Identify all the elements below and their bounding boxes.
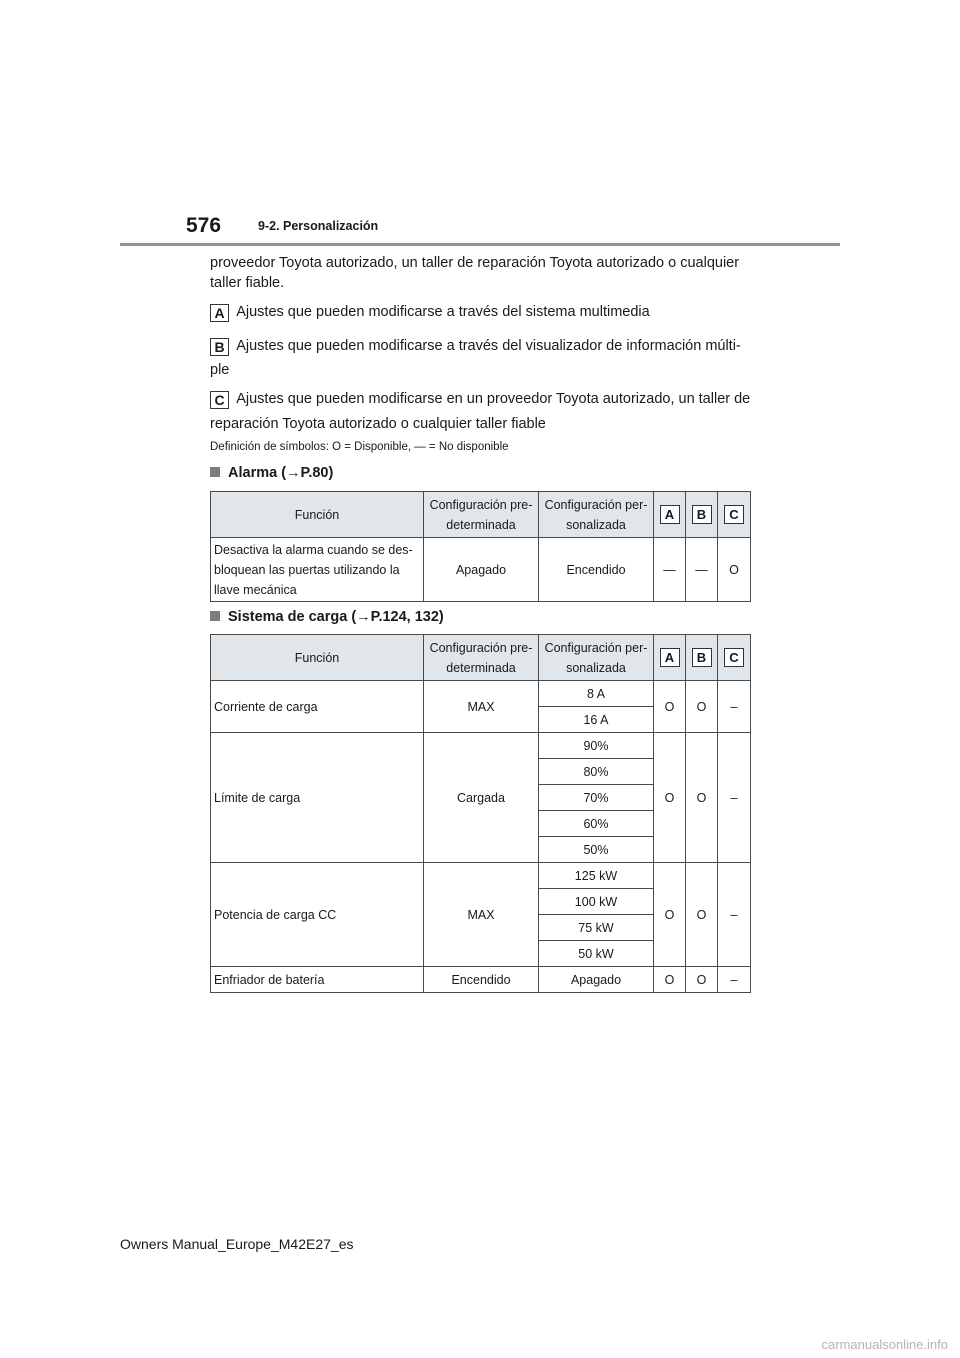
cell-c: – bbox=[718, 733, 751, 863]
cell-option: Apagado bbox=[539, 967, 654, 993]
cell-c: – bbox=[718, 967, 751, 993]
intro-line-1: proveedor Toyota autorizado, un taller de reparación Toyota autorizado o cualquier bbox=[210, 255, 740, 271]
cell-b: O bbox=[686, 733, 718, 863]
cell-option: 90% bbox=[539, 733, 654, 759]
cell-option: 16 A bbox=[539, 707, 654, 733]
cell-function bbox=[211, 538, 424, 602]
header-default-l2: determinada bbox=[446, 517, 516, 532]
cell-b: — bbox=[686, 538, 718, 602]
table-row bbox=[211, 538, 751, 602]
square-bullet-icon bbox=[210, 467, 220, 477]
cell-option: 50% bbox=[539, 837, 654, 863]
cell-c: – bbox=[718, 681, 751, 733]
charging-table-body bbox=[211, 681, 751, 993]
alarm-heading bbox=[210, 465, 333, 481]
header-default-l1: Configuración pre- bbox=[429, 640, 533, 655]
footer-manual-id: Owners Manual_Europe_M42E27_es bbox=[120, 1236, 354, 1252]
header-custom-l1: Configuración per- bbox=[544, 497, 648, 512]
header-function: Función bbox=[211, 492, 424, 538]
cell-a: O bbox=[654, 733, 686, 863]
badge-b-icon: B bbox=[692, 505, 712, 524]
header-custom bbox=[539, 635, 654, 681]
cell-b: O bbox=[686, 863, 718, 967]
charging-heading bbox=[210, 609, 444, 625]
section-title: 9-2. Personalización bbox=[258, 219, 379, 233]
header-a bbox=[654, 492, 686, 538]
cell-option: 100 kW bbox=[539, 889, 654, 915]
cell-a: O bbox=[654, 681, 686, 733]
header-function: Función bbox=[211, 635, 424, 681]
legend-a bbox=[210, 302, 650, 322]
func-line-3: llave mecánica bbox=[214, 582, 297, 597]
cell-a: — bbox=[654, 538, 686, 602]
cell-default: Encendido bbox=[424, 967, 539, 993]
charging-heading-text: Sistema de carga (→P.124, 132) bbox=[228, 609, 444, 625]
cell-b: O bbox=[686, 967, 718, 993]
table-row bbox=[211, 681, 751, 707]
badge-b-icon: B bbox=[210, 338, 229, 356]
intro-line-2: taller fiable. bbox=[210, 275, 285, 291]
alarm-table-header bbox=[211, 492, 751, 538]
header-default bbox=[424, 635, 539, 681]
cell-option: 8 A bbox=[539, 681, 654, 707]
header-divider bbox=[120, 243, 840, 246]
watermark: carmanualsonline.info bbox=[821, 1337, 948, 1352]
cell-a: O bbox=[654, 863, 686, 967]
legend-b-continued: ple bbox=[210, 362, 230, 378]
header-a bbox=[654, 635, 686, 681]
legend-c-text: Ajustes que pueden modificarse en un proveedor Toyota autorizado, un taller de bbox=[233, 391, 751, 407]
table-row bbox=[211, 967, 751, 993]
cell-b: O bbox=[686, 681, 718, 733]
badge-c-icon: C bbox=[210, 391, 229, 409]
header-c bbox=[718, 492, 751, 538]
page-number: 576 bbox=[186, 214, 222, 237]
header-b bbox=[686, 635, 718, 681]
legend-c-continued: reparación Toyota autorizado o cualquier taller fiable bbox=[210, 416, 546, 432]
cell-option: 125 kW bbox=[539, 863, 654, 889]
cell-function: Potencia de carga CC bbox=[211, 863, 424, 967]
cell-option: 60% bbox=[539, 811, 654, 837]
legend-b-text: Ajustes que pueden modificarse a través del visualizador de información múlti- bbox=[233, 338, 741, 354]
cell-option: 80% bbox=[539, 759, 654, 785]
badge-a-icon: A bbox=[660, 505, 680, 524]
header-custom-l2: sonalizada bbox=[566, 660, 626, 675]
badge-c-icon: C bbox=[724, 505, 744, 524]
table-row bbox=[211, 733, 751, 759]
cell-option: 70% bbox=[539, 785, 654, 811]
table-row bbox=[211, 863, 751, 889]
cell-function: Corriente de carga bbox=[211, 681, 424, 733]
header-default-l1: Configuración pre- bbox=[429, 497, 533, 512]
cell-option: 50 kW bbox=[539, 941, 654, 967]
legend-a-text: Ajustes que pueden modificarse a través del sistema multimedia bbox=[233, 304, 650, 320]
cell-default: Cargada bbox=[424, 733, 539, 863]
cell-c: O bbox=[718, 538, 751, 602]
cell-c: – bbox=[718, 863, 751, 967]
alarm-table bbox=[210, 491, 751, 602]
charging-table-header bbox=[211, 635, 751, 681]
func-line-2: bloquean las puertas utilizando la bbox=[214, 562, 400, 577]
charging-table bbox=[210, 634, 751, 993]
cell-option: 75 kW bbox=[539, 915, 654, 941]
cell-custom: Encendido bbox=[539, 538, 654, 602]
badge-b-icon: B bbox=[692, 648, 712, 667]
header-custom-l1: Configuración per- bbox=[544, 640, 648, 655]
badge-c-icon: C bbox=[724, 648, 744, 667]
cell-a: O bbox=[654, 967, 686, 993]
alarm-heading-text: Alarma (→P.80) bbox=[228, 465, 334, 481]
cell-default: Apagado bbox=[424, 538, 539, 602]
cell-function: Enfriador de batería bbox=[211, 967, 424, 993]
header-custom bbox=[539, 492, 654, 538]
header-default-l2: determinada bbox=[446, 660, 516, 675]
badge-a-icon: A bbox=[210, 304, 229, 322]
symbols-note: Definición de símbolos: O = Disponible, — = No disponible bbox=[210, 441, 509, 453]
legend-c bbox=[210, 389, 750, 409]
cell-default: MAX bbox=[424, 863, 539, 967]
square-bullet-icon bbox=[210, 611, 220, 621]
legend-b bbox=[210, 336, 741, 356]
cell-default: MAX bbox=[424, 681, 539, 733]
header-custom-l2: sonalizada bbox=[566, 517, 626, 532]
badge-a-icon: A bbox=[660, 648, 680, 667]
func-line-1: Desactiva la alarma cuando se des- bbox=[214, 542, 413, 557]
cell-function: Límite de carga bbox=[211, 733, 424, 863]
header-c bbox=[718, 635, 751, 681]
header-default bbox=[424, 492, 539, 538]
header-b bbox=[686, 492, 718, 538]
